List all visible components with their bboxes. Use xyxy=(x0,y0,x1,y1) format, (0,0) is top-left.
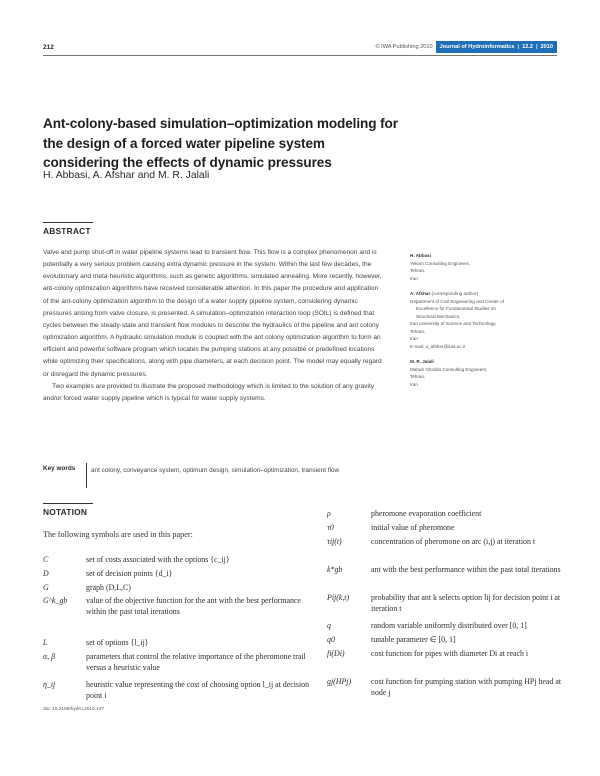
volume-issue: 12.2 xyxy=(522,44,533,50)
abstract-body xyxy=(43,247,383,405)
affiliation-line: Tehran, xyxy=(410,328,426,334)
affiliation-line: Excellence for Fundamental Studies on xyxy=(416,306,496,311)
notation-heading: NOTATION xyxy=(43,507,88,517)
separator: | xyxy=(535,44,538,50)
publisher-credit: © IWA Publishing 2010 xyxy=(375,44,433,50)
affiliation-email[interactable]: E-mail: a_afshar@iust.ac.ir xyxy=(410,343,466,349)
notation-symbol: D xyxy=(43,569,49,578)
notation-definition: initial value of pheromone xyxy=(371,523,455,532)
affiliation-line: Iran xyxy=(410,381,418,387)
affiliation-line: Iran xyxy=(410,275,418,281)
notation-symbol: q0 xyxy=(327,635,335,644)
affiliation-line: Iran xyxy=(410,336,418,341)
affiliation-role: (corresponding author) xyxy=(431,291,479,296)
notation-symbol: τij(t) xyxy=(327,537,342,546)
affiliation-name: M. R. Jalali xyxy=(410,359,434,364)
affiliation-line: Structural Mechanics, xyxy=(416,313,461,319)
affiliation-block xyxy=(410,290,540,350)
notation-definition: concentration of pheromone on arc (i,j) at iteration t xyxy=(371,537,536,546)
affiliation-line: Yekom Consulting Engineers, xyxy=(410,260,471,266)
affiliation-line: Mahab Ghodss Consulting Engineers, xyxy=(410,366,488,372)
affiliation-line: Iran University of Science and Technology, xyxy=(410,321,497,326)
journal-year: 2010 xyxy=(540,44,553,50)
notation-symbol: G^k_gb xyxy=(43,596,68,605)
notation-definition: tunable parameter ∈ [0, 1] xyxy=(371,635,456,644)
abstract-paragraph: Two examples are provided to illustrate the proposed methodology which is limited to the solution of any gravity and/or forced water supply pipeline which is typical for water supply systems. xyxy=(43,382,375,402)
notation-definition: value of the objective function for the ant with the best performance within the past total iterations xyxy=(86,596,301,616)
affiliation-line: Tehran, xyxy=(410,268,426,273)
notation-symbol: gj(HPj) xyxy=(327,677,352,686)
keywords-divider xyxy=(86,463,87,488)
notation-symbol: G xyxy=(43,583,49,592)
notation-definition: random variable uniformly distributed over [0, 1] xyxy=(371,621,527,630)
doi[interactable]: doi: 10.2166/hydro.2010.147 xyxy=(43,707,105,712)
notation-symbol: L xyxy=(43,638,48,647)
abstract-paragraph: Valve and pump shut-off in water pipeline systems lead to transient flow. This flow is a complex phenomenon and is potentially a very serious problem causing extra dynamic pressure in the system. Within the last few decades, the evolutionary and meta-heuristic algorithms, such as genetic algorithms, simulated annealing. More recently, however, ant-colony optimization algorithms have received considerable attention. In this paper the procedure and application of the ant-colony optimization algorithm to the design of a water supply pipeline system, considering dynamic pressures arising from valve closure, is presented. A simulation–optimization interaction loop (SOIL) is defined that cycles between the steady-state and transient flow modules to describe the hydraulics of the pipeline and ant colony optimization algorithm. A hydraulic simulation module is coupled with the ant colony optimization algorithm to form an efficient and powerful software program which locates the pumping stations at any possible or predefined locations while optimizing their specifications, along with pipe diameters, at each decision point. The model may equally regard or disregard the dynamic pressures. xyxy=(43,249,382,378)
journal-badge xyxy=(436,41,557,53)
section-rule xyxy=(43,503,93,504)
notation-definition: graph (D,L,C) xyxy=(86,583,131,592)
notation-definition: ant with the best performance within the past total iterations xyxy=(371,565,561,574)
notation-definition: parameters that control the relative importance of the pheromone trail versus a heuristic value xyxy=(86,652,306,672)
header-rule xyxy=(43,55,557,56)
notation-definition: probability that ant k selects option lij for decision point i at iteration t xyxy=(371,593,561,613)
notation-symbol: q xyxy=(327,621,331,630)
notation-definition: set of costs associated with the options {c_ij} xyxy=(86,555,230,564)
notation-intro: The following symbols are used in this paper: xyxy=(43,530,193,539)
notation-definition: set of decision points {d_i} xyxy=(86,569,173,578)
notation-symbol: C xyxy=(43,555,49,564)
notation-definition: cost function for pipes with diameter Di at reach i xyxy=(371,649,529,658)
affiliation-block xyxy=(410,358,540,388)
notation-symbol: ρ xyxy=(327,509,331,518)
affiliation-line: Department of Civil Engineering and Center of xyxy=(410,298,504,304)
keywords-text: ant colony, conveyance system, optimum design, simulation–optimization, transient flow xyxy=(91,467,340,474)
affiliation-name: H. Abbasi xyxy=(410,253,432,258)
affiliation-name: A. Afshar xyxy=(410,291,431,296)
affiliation-line: Tehran, xyxy=(410,374,426,379)
keywords-label: Key words xyxy=(43,465,76,472)
notation-symbol: k*gb xyxy=(327,565,343,574)
abstract-heading: ABSTRACT xyxy=(43,226,91,236)
article-authors: H. Abbasi, A. Afshar and M. R. Jalali xyxy=(43,170,210,181)
page-number: 212 xyxy=(43,44,54,51)
notation-definition: set of options {l_ij} xyxy=(86,638,149,647)
notation-list-right xyxy=(327,509,562,709)
notation-symbol: Pij(k,t) xyxy=(327,593,350,602)
notation-symbol: τ0 xyxy=(327,523,334,532)
affiliation-block xyxy=(410,252,540,282)
notation-list-left xyxy=(43,555,323,705)
separator: | xyxy=(517,44,520,50)
journal-header xyxy=(376,41,558,53)
notation-symbol: α, β xyxy=(43,652,56,661)
journal-name: Journal of Hydroinformatics xyxy=(439,44,515,50)
notation-definition: cost function for pumping station with pumping HPj head at node j xyxy=(371,677,562,697)
notation-definition: heuristic value representing the cost of choosing option l_ij at decision point i xyxy=(86,680,310,700)
notation-symbol: fi(Di) xyxy=(327,649,345,658)
section-rule xyxy=(43,222,93,223)
notation-symbol: η_ij xyxy=(43,680,56,689)
notation-definition: pheromone evaporation coefficient xyxy=(371,509,482,518)
article-title: Ant-colony-based simulation–optimization modeling for the design of a forced water pipeline system considering the effects of dynamic pressures xyxy=(43,116,398,170)
